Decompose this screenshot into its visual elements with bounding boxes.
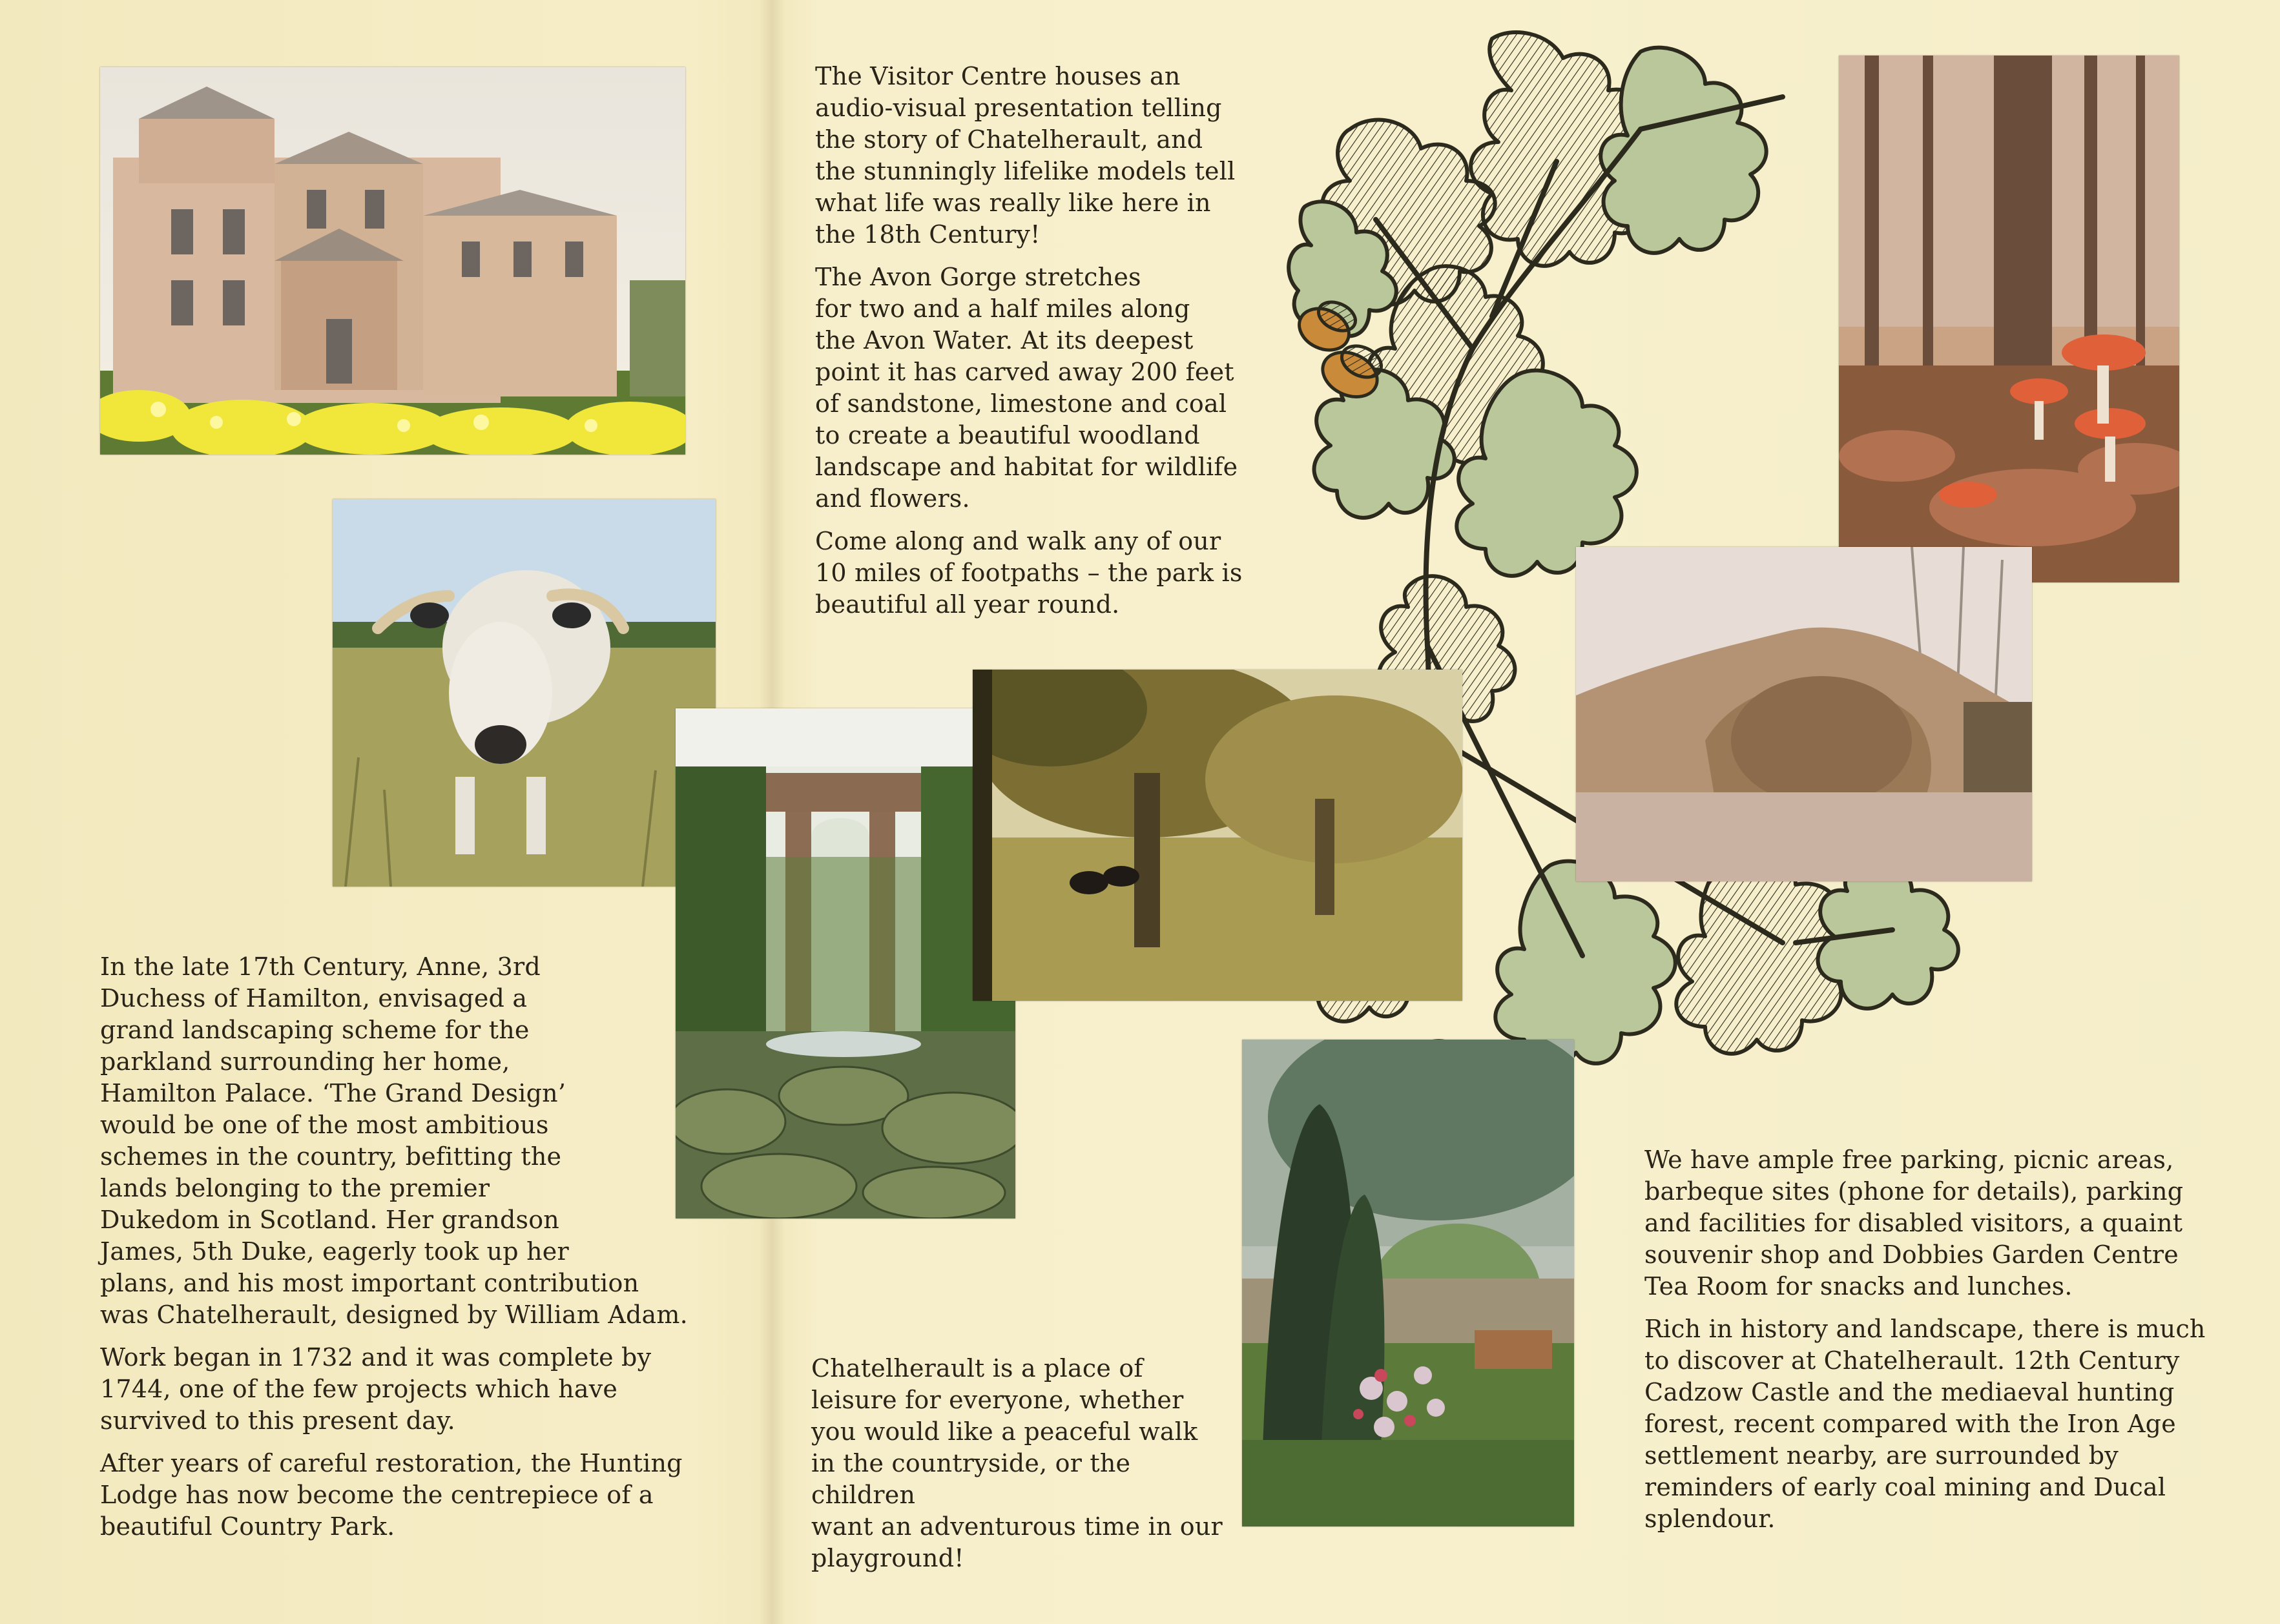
photo-parkland-oaks xyxy=(973,670,1462,1001)
facilities-paragraph-1: We have ample free parking, picnic areas, barbeque sites (phone for details), parking and facilities for disabled visitors, a quaint souvenir shop and Dobbies Garden Centre Tea Room for snacks and lunches. xyxy=(1644,1146,2184,1300)
facilities-paragraph-2: Rich in history and landscape, there is much to discover at Chatelherault. 12th Century Cadzow Castle and the mediaeval hunting forest, recent compared with the Iron Age settlement nearby, are surrounded by reminders of early coal mining and Ducal splendour. xyxy=(1644,1315,2206,1533)
leisure-paragraph-1: Chatelherault is a place of leisure for everyone, whether you would like a peaceful walk in the countryside, or the children want an adventurous time in our playground! xyxy=(811,1354,1223,1572)
photo-avon-gorge-viaduct xyxy=(676,708,1015,1218)
photo-woodland-mushrooms xyxy=(1839,56,2179,582)
facilities-text xyxy=(1644,1144,2226,1546)
visitor-paragraph-1: The Visitor Centre houses an audio-visual presentation telling the story of Chatelherault, and the stunningly lifelike models tell what life was really like here in the 18th Century! xyxy=(815,62,1236,249)
history-paragraph-2: Work began in 1732 and it was complete by 1744, one of the few projects which have survived to this present day. xyxy=(100,1343,652,1435)
visitor-paragraph-2: The Avon Gorge stretches for two and a half miles along the Avon Water. At its deepest point it has carved away 200 feet of sandstone, limestone and coal to create a beautiful woodland landscape and habitat for wildlife and flowers. xyxy=(815,263,1238,513)
acorn-icon xyxy=(1292,296,1386,405)
photo-earthwork-ruins xyxy=(1576,547,2032,881)
visitor-centre-text xyxy=(815,61,1280,632)
photo-white-cattle xyxy=(333,499,716,887)
visitor-paragraph-3: Come along and walk any of our 10 miles of footpaths – the park is beautiful all year round. xyxy=(815,527,1243,619)
history-text xyxy=(100,951,707,1554)
history-paragraph-3: After years of careful restoration, the Hunting Lodge has now become the centrepiece of a beautiful Country Park. xyxy=(100,1449,683,1541)
history-paragraph-1: In the late 17th Century, Anne, 3rd Duchess of Hamilton, envisaged a grand landscaping scheme for the parkland surrounding her home, Hamilton Palace. ‘The Grand Design’ would be one of the most ambitious schemes in the country, befitting the lands belonging to the premier Dukedom in Scotland. Her grandson James, 5th Duke, eagerly took up her plans, and his most important contribution was Chatelherault, designed by William Adam. xyxy=(100,952,688,1329)
photo-formal-garden xyxy=(1242,1040,1574,1526)
photo-hunting-lodge xyxy=(100,67,685,455)
leisure-text xyxy=(811,1353,1238,1585)
